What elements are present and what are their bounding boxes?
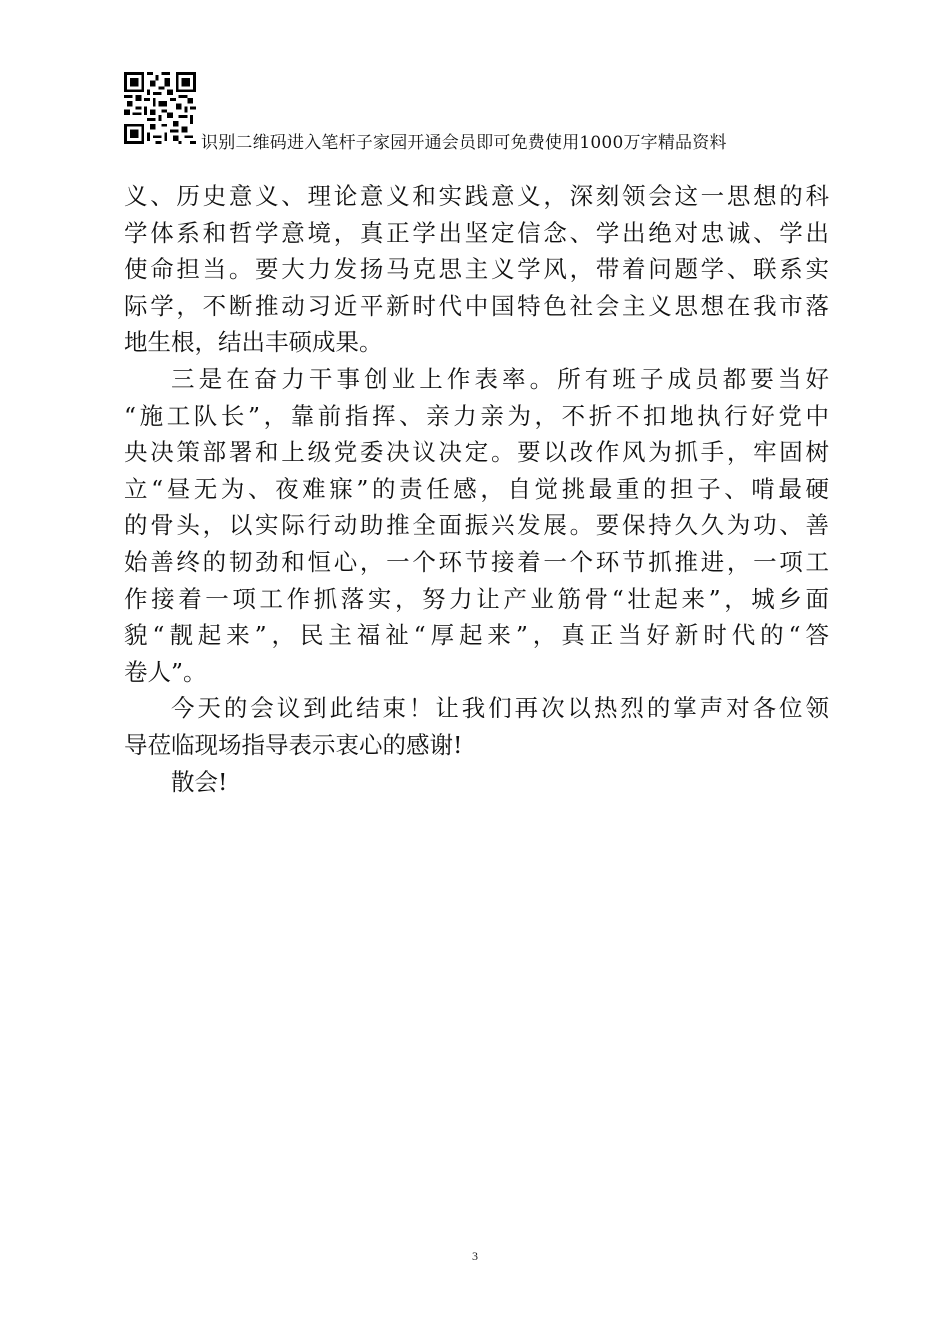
body-line: 央决策部署和上级党委决议决定。要以改作风为抓手，牢固树	[124, 438, 829, 467]
closing-line: 散会!	[171, 767, 228, 796]
body-line: 始善终的韧劲和恒心，一个环节接着一个环节抓推进，一项工	[124, 547, 829, 576]
body-line: 地生根，结出丰硕成果。	[124, 328, 383, 357]
qr-code-icon	[124, 72, 196, 144]
body-line: 的骨头，以实际行动助推全面振兴发展。要保持久久为功、善	[124, 511, 829, 540]
document-body	[124, 178, 829, 800]
body-line: 卷人”。	[124, 657, 207, 686]
body-line: 使命担当。要大力发扬马克思主义学风，带着问题学、联系实	[124, 255, 829, 284]
body-line: 学体系和哲学意境，真正学出坚定信念、学出绝对忠诚、学出	[124, 218, 829, 247]
header-banner-text: 识别二维码进入笔杆子家园开通会员即可免费使用1000万字精品资料	[201, 133, 727, 153]
page-number: 3	[472, 1249, 478, 1263]
body-line: 立“昼无为、夜难寐”的责任感，自觉挑最重的担子、啃最硬	[124, 474, 829, 503]
paragraph-heading-line: 三是在奋力干事创业上作表率。所有班子成员都要当好	[171, 364, 829, 393]
body-line: 导莅临现场指导表示衷心的感谢!	[124, 730, 463, 759]
body-line: 作接着一项工作抓落实，努力让产业筋骨“壮起来”，城乡面	[124, 584, 829, 613]
body-line: 际学，不断推动习近平新时代中国特色社会主义思想在我市落	[124, 291, 829, 320]
body-line: “施工队长”，靠前指挥、亲力亲为，不折不扣地执行好党中	[124, 401, 829, 430]
body-line: 今天的会议到此结束！让我们再次以热烈的掌声对各位领	[171, 694, 829, 723]
body-line: 义、历史意义、理论意义和实践意义，深刻领会这一思想的科	[124, 182, 829, 210]
body-line: 貌“靓起来”，民主福祉“厚起来”，真正当好新时代的“答	[124, 621, 829, 650]
